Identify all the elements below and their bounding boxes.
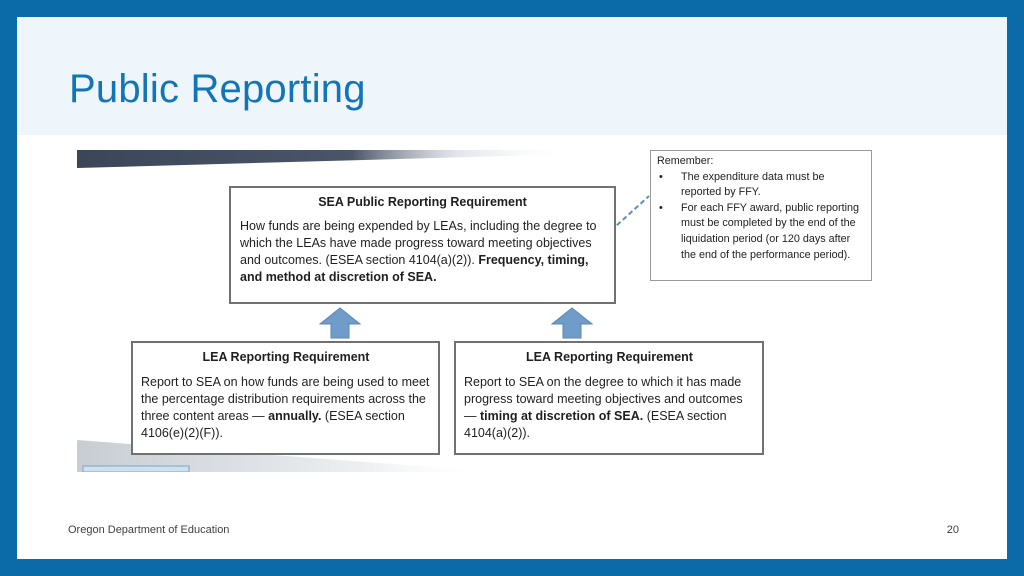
top-decor-band [77, 150, 577, 168]
reporting-diagram [77, 150, 911, 472]
remember-note [650, 150, 872, 281]
remember-list [657, 170, 865, 264]
sea-box-body [240, 218, 605, 286]
bottom-tab-decor [83, 466, 189, 472]
sea-box-text: How funds are being expended by LEAs, including the degree to which the LEAs have made progress toward meeting objectives and outcomes. (ESEA section 4104(a)(2)). [240, 219, 597, 267]
lea-left-bold-text: annually. [268, 409, 322, 423]
lea-left-box [131, 341, 440, 455]
remember-title: Remember: [657, 155, 714, 167]
lea-right-citation: (ESEA section 4104(a)(2)). [464, 409, 727, 440]
lea-left-text: Report to SEA on how funds are being used to meet the percentage distribution requirements across the three content areas — [141, 375, 430, 423]
lea-right-text: Report to SEA on the degree to which it has made progress toward meeting objectives and outcomes — [464, 375, 743, 423]
sea-box-heading: SEA Public Reporting Requirement [318, 195, 527, 209]
title-band [17, 17, 1007, 135]
remember-item: • The expenditure data must be reported by FFY. [681, 170, 865, 201]
lea-right-box [454, 341, 764, 455]
up-arrow-icon [319, 307, 361, 339]
lea-left-heading: LEA Reporting Requirement [202, 350, 370, 364]
lea-left-citation: (ESEA section 4106(e)(2)(F)). [141, 409, 405, 440]
slide-title: Public Reporting [69, 67, 366, 111]
up-arrow-icon [551, 307, 593, 339]
lea-right-body [464, 374, 755, 442]
page-number: 20 [946, 524, 959, 536]
sea-requirement-box [229, 186, 616, 304]
lea-left-body [141, 374, 431, 442]
lea-right-heading: LEA Reporting Requirement [526, 350, 693, 364]
footer-organization: Oregon Department of Education [68, 524, 230, 536]
remember-item: • For each FFY award, public reporting must be completed by the end of the liquidation period (or 120 days after the end of the performance period). [681, 201, 865, 263]
slide [17, 17, 1007, 559]
lea-right-bold-text: timing at discretion of SEA. [479, 409, 644, 423]
sea-box-bold-text: Frequency, timing, and method at discretion of SEA. [240, 253, 589, 284]
